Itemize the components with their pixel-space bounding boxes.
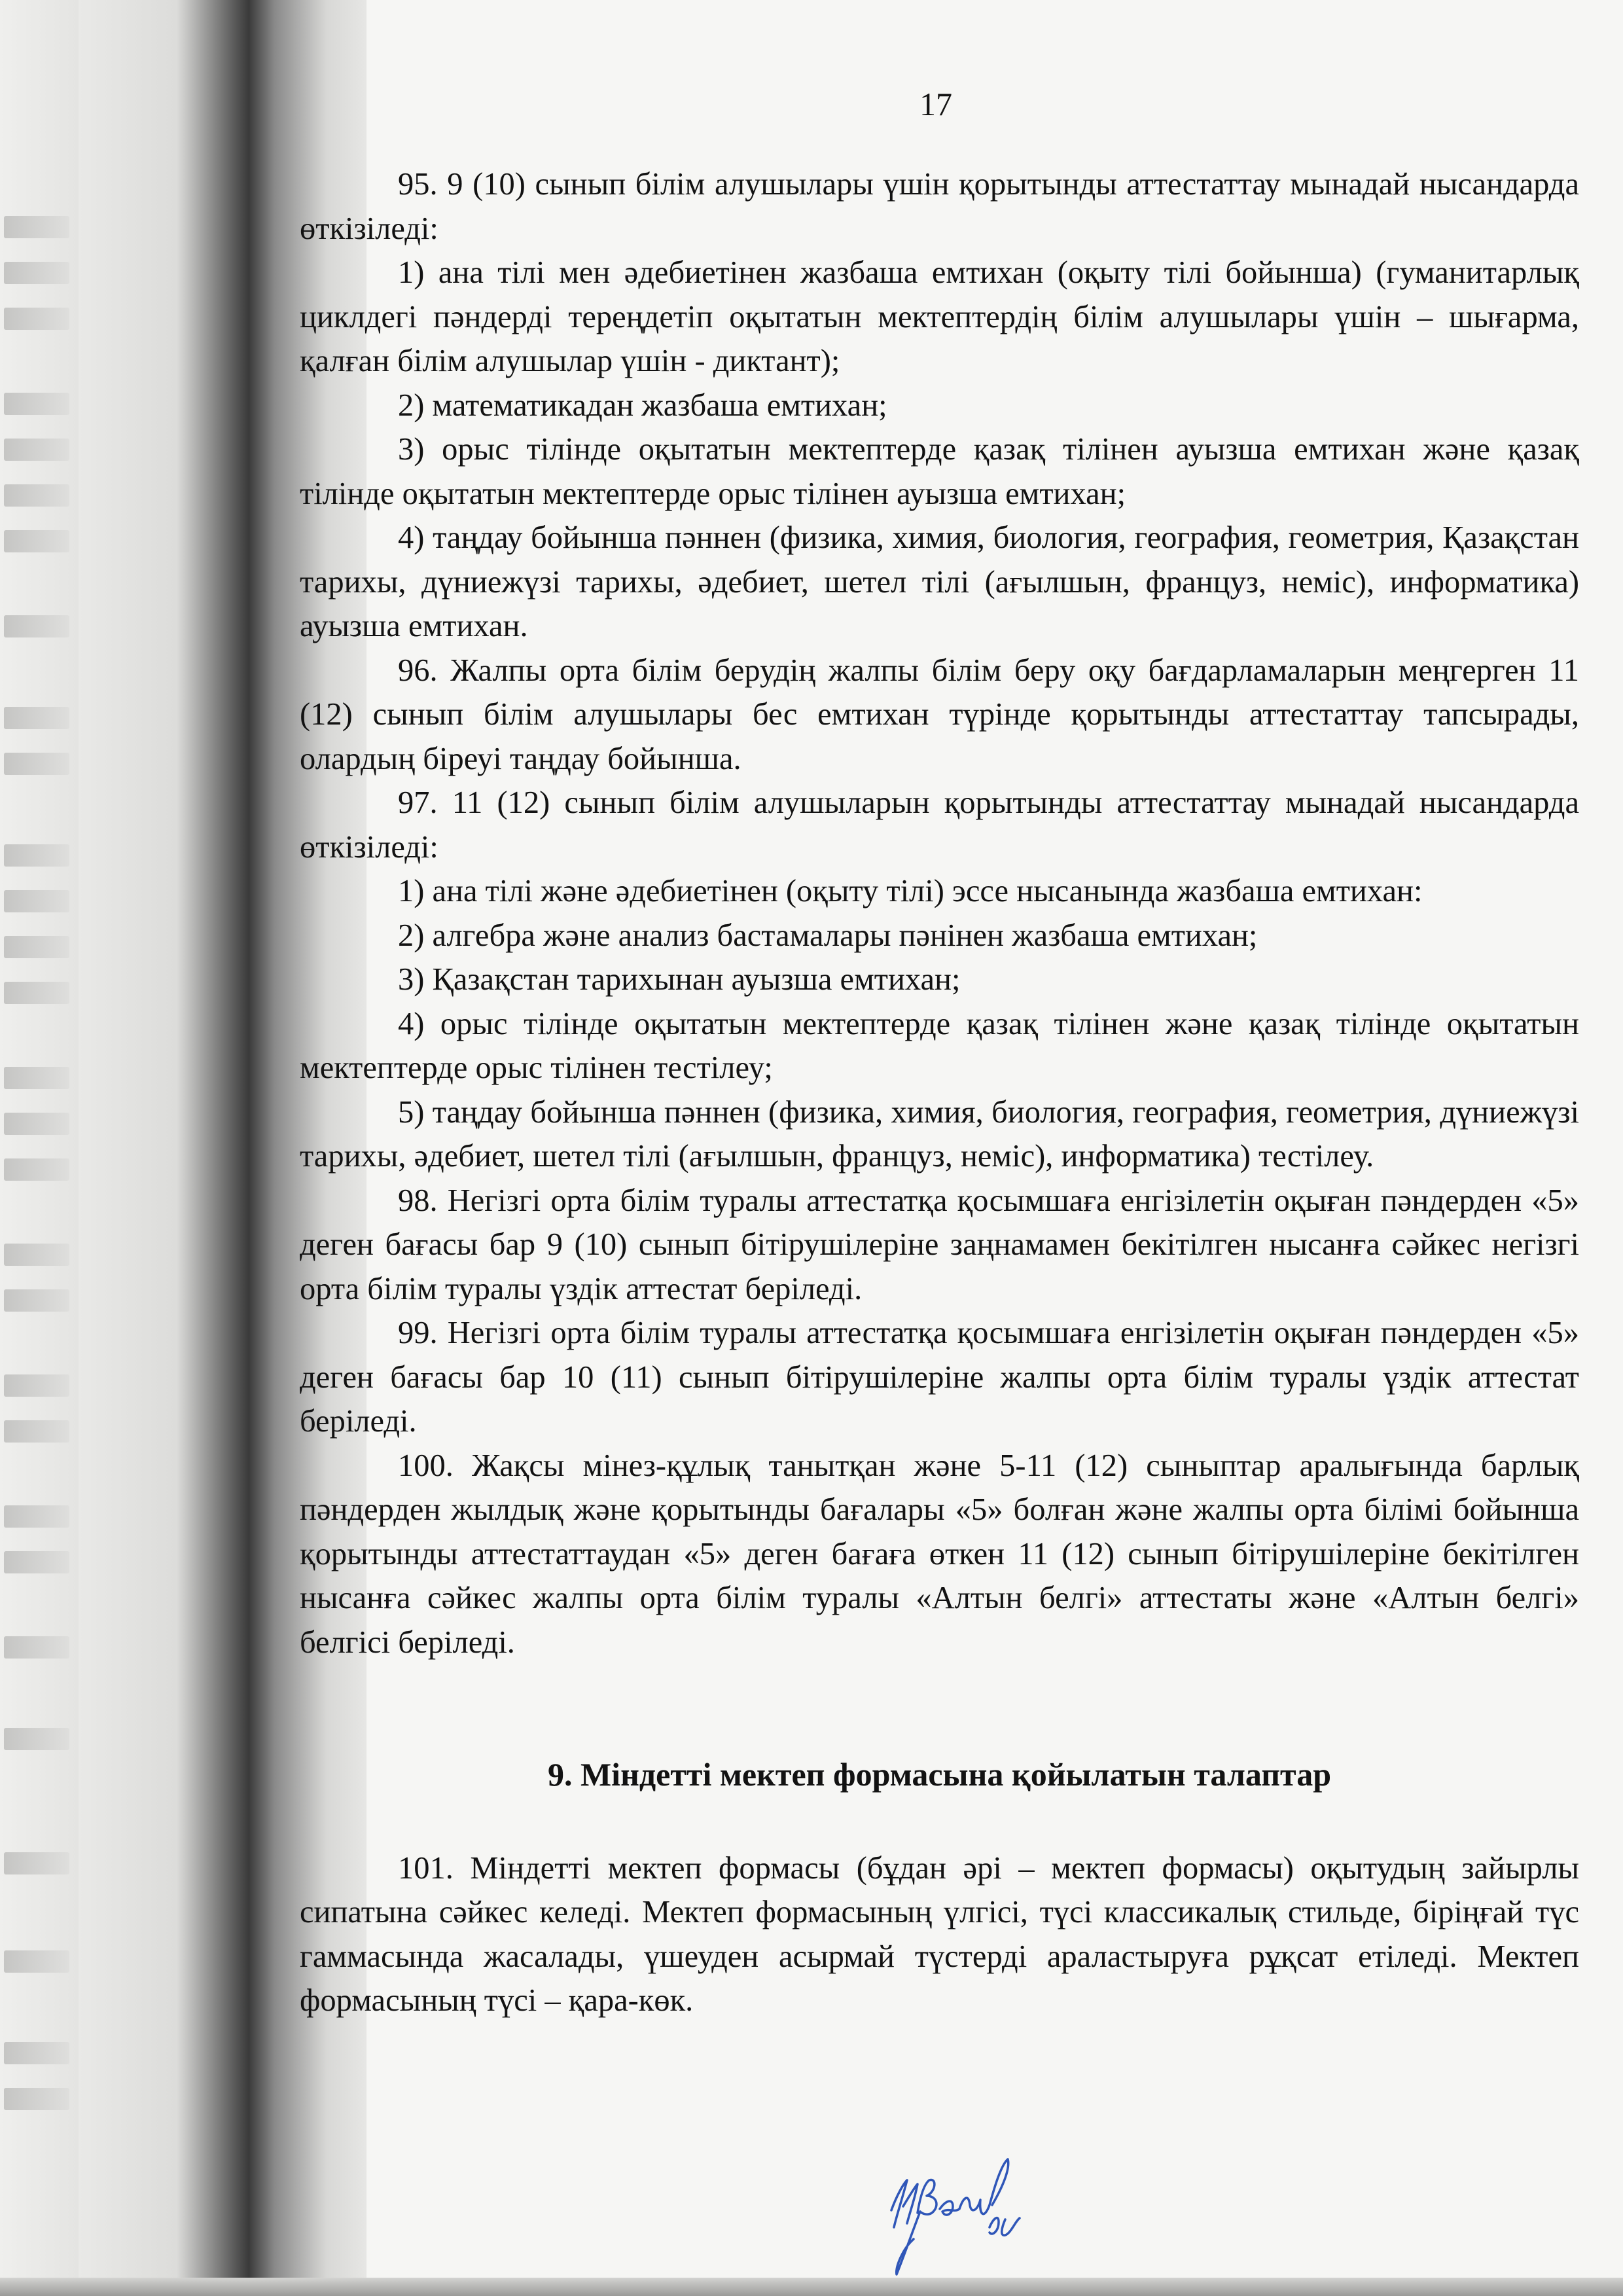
- adjacent-page-text-fragment: [4, 753, 69, 775]
- adjacent-page-text-fragment: [4, 1551, 69, 1573]
- list-item-97-5: 5) таңдау бойынша пәннен (физика, химия, биология, география, геометрия, дүниежүзі тарихы, әдебиет, шетел тілі (ағылшын, француз, неміс), информатика) тестілеу.: [300, 1094, 1579, 1174]
- list-item-95-3: 3) орыс тілінде оқытатын мектептерде қазақ тілінен ауызша емтихан және қазақ тілінде оқытатын мектептерде орыс тілінен ауызша емтихан;: [300, 432, 1579, 511]
- adjacent-page-text-fragment: [4, 308, 69, 330]
- adjacent-page-text-fragment: [4, 2042, 69, 2064]
- adjacent-page-text-fragment: [4, 1505, 69, 1528]
- adjacent-page-text-fragment: [4, 1289, 69, 1312]
- adjacent-page-text-fragment: [4, 615, 69, 637]
- list-item-97-4: 4) орыс тілінде оқытатын мектептерде қазақ тілінен және қазақ тілінде оқытатын мектептерде орыс тілінен тестілеу;: [300, 1006, 1579, 1085]
- handwritten-signature: [877, 2150, 1034, 2281]
- list-item-95-1: 1) ана тілі мен әдебиетінен жазбаша емтихан (оқыту тілі бойынша) (гуманитарлық циклдегі пәндерді тереңдетіп оқытатын мектептердің білім алушылары үшін – шығарма, қалған білім алушылар үшін - диктант);: [300, 255, 1579, 378]
- adjacent-page-text-fragment: [4, 216, 69, 238]
- paragraph-100: 100. Жақсы мінез-құлық танытқан және 5-11 (12) сыныптар аралығында барлық пәндерден жылдық және қорытынды бағалары «5» болған және жалпы орта білімі бойынша қорытынды аттестаттаудан «5» деген бағаға өткен 11 (12) сынып бітірушілеріне бекітілген нысанға сәйкес жалпы орта білім туралы «Алтын белгі» аттестаты және «Алтын белгі» белгісі беріледі.: [300, 1448, 1579, 1660]
- adjacent-page-text-fragment: [4, 1244, 69, 1266]
- adjacent-page-text-fragment: [4, 1728, 69, 1750]
- list-item-97-3: 3) Қазақстан тарихынан ауызша емтихан;: [398, 962, 961, 997]
- adjacent-page-text-fragment: [4, 530, 69, 552]
- paragraph-99: 99. Негізгі орта білім туралы аттестатқа қосымшаға енгізілетін оқыған пәндерден «5» деген бағасы бар 10 (11) сынып бітірушілеріне жалпы орта білім туралы үздік аттестат беріледі.: [300, 1316, 1579, 1439]
- list-item-95-4: 4) таңдау бойынша пәннен (физика, химия, биология, география, геометрия, Қазақстан тарихы, дүниежүзі тарихы, әдебиет, шетел тілі (ағылшын, француз, неміс), информатика) ауызша емтихан.: [300, 520, 1579, 643]
- paragraph-96: 96. Жалпы орта білім берудің жалпы білім беру оқу бағдарламаларын меңгерген 11 (12) сынып білім алушылары бес емтихан түрінде қорытынды аттестаттау тапсырады, олардың біреуі таңдау бойынша.: [300, 653, 1579, 776]
- spacer: [300, 1664, 1579, 1753]
- adjacent-page-text-fragment: [4, 844, 69, 867]
- adjacent-page-text-fragment: [4, 707, 69, 729]
- adjacent-page-text-fragment: [4, 1113, 69, 1135]
- adjacent-page-text-fragment: [4, 1950, 69, 1973]
- adjacent-page-text-fragment: [4, 484, 69, 507]
- list-item-97-1: 1) ана тілі және әдебиетінен (оқыту тілі) эссе нысанында жазбаша емтихан:: [398, 874, 1423, 908]
- signature-stroke: [891, 2159, 1020, 2274]
- adjacent-page-text-fragment: [4, 439, 69, 461]
- section-heading: 9. Міндетті мектеп формасына қойылатын талаптар: [547, 1756, 1332, 1793]
- adjacent-page-text-fragment: [4, 1636, 69, 1659]
- paragraph-95: 95. 9 (10) сынып білім алушылары үшін қорытынды аттестаттау мынадай нысандарда өткізіледі:: [300, 167, 1579, 246]
- adjacent-page-text-fragment: [4, 393, 69, 415]
- document-body: [300, 162, 1579, 2023]
- paragraph-98: 98. Негізгі орта білім туралы аттестатқа қосымшаға енгізілетін оқыған пәндерден «5» деген бағасы бар 9 (10) сынып бітірушілеріне заңнамамен бекітілген нысанға сәйкес негізгі орта білім туралы үздік аттестат беріледі.: [300, 1183, 1579, 1306]
- adjacent-page-text-fragment: [4, 982, 69, 1004]
- page-number: 17: [919, 86, 952, 122]
- adjacent-page-text-fragment: [4, 262, 69, 284]
- list-item-95-2: 2) математикадан жазбаша емтихан;: [398, 387, 887, 423]
- adjacent-page-text-fragment: [4, 2088, 69, 2110]
- adjacent-page-text-fragment: [4, 1158, 69, 1181]
- adjacent-page-text-fragment: [4, 1067, 69, 1089]
- adjacent-page-text-fragment: [4, 1852, 69, 1874]
- adjacent-page-text-fragment: [4, 936, 69, 958]
- adjacent-page-text-fragment: [4, 1374, 69, 1397]
- list-item-97-2: 2) алгебра және анализ бастамалары пәнінен жазбаша емтихан;: [398, 918, 1258, 953]
- adjacent-page-text-fragment: [4, 1420, 69, 1443]
- page-bottom-edge: [0, 2278, 1623, 2296]
- adjacent-page-edge: [0, 0, 79, 2296]
- adjacent-page-text-fragment: [4, 890, 69, 912]
- paragraph-97: 97. 11 (12) сынып білім алушыларын қорытынды аттестаттау мынадай нысандарда өткізіледі:: [300, 785, 1579, 865]
- paragraph-101: 101. Міндетті мектеп формасы (бұдан әрі – мектеп формасы) оқытудың зайырлы сипатына сәйкес келеді. Мектеп формасының үлгісі, түсі классикалық стильде, біріңғай түс гаммасында жасалады, үшеуден асырмай түстерді араластыруға рұқсат етіледі. Мектеп формасының түсі – қара-көк.: [300, 1850, 1579, 2018]
- spacer: [300, 1797, 1579, 1846]
